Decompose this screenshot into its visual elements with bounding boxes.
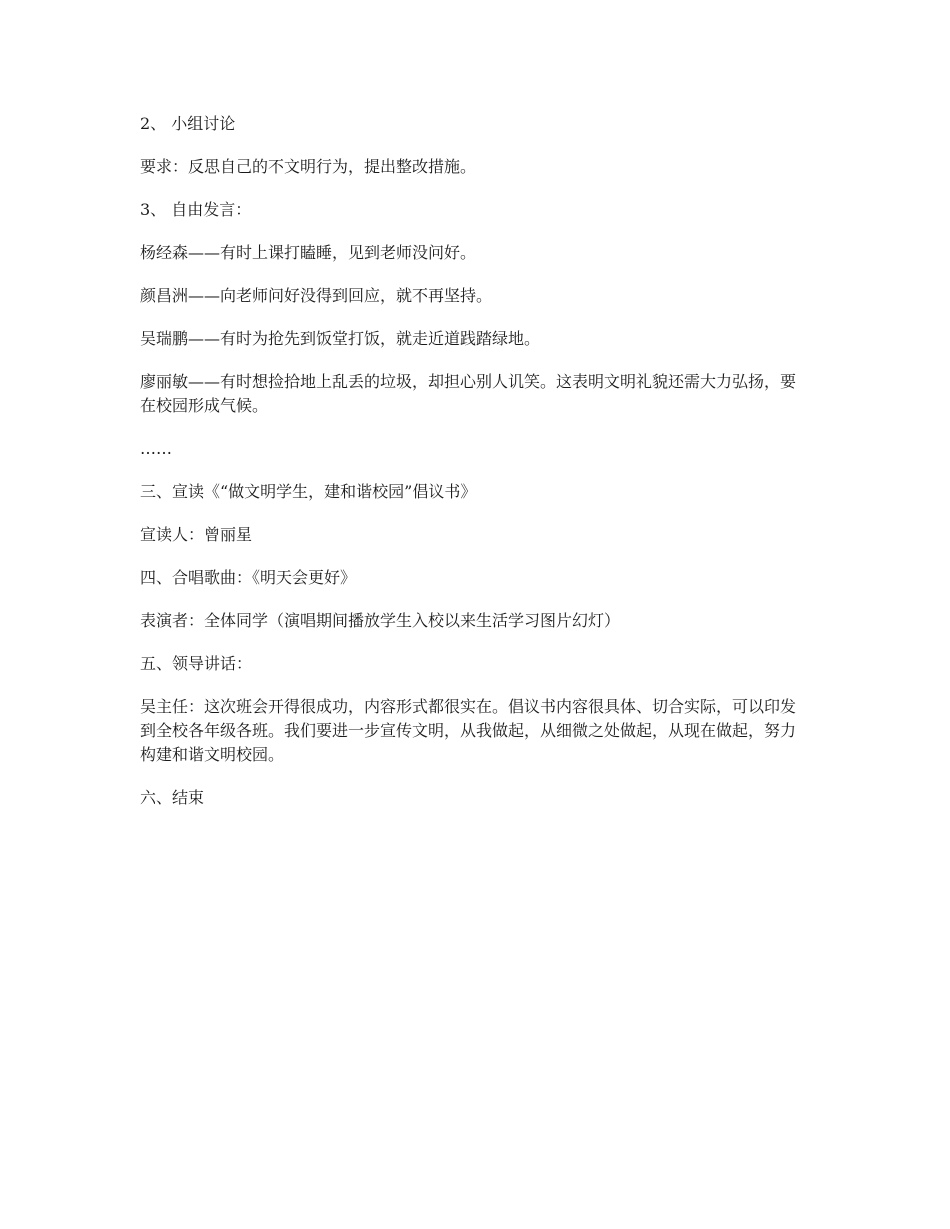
requirement-text: 要求：反思自己的不文明行为，提出整改措施。 [140, 157, 477, 176]
ellipsis: …… [140, 439, 172, 458]
speech-liao: 廖丽敏——有时想捡拾地上乱丢的垃圾，却担心别人讥笑。这表明文明礼貌还需大力弘扬，要在校园形成气候。 [140, 372, 797, 415]
section-heading-group-discussion: 2、 小组讨论 [140, 114, 236, 133]
document-page [140, 112, 810, 829]
section-heading-free-speech: 3、 自由发言： [140, 200, 252, 219]
section-heading-chorus: 四、合唱歌曲：《明天会更好》 [140, 568, 357, 587]
performer-text: 表演者：全体同学（演唱期间播放学生入校以来生活学习图片幻灯） [140, 611, 621, 630]
section-heading-proposal: 三、宣读《“做文明学生，建和谐校园”倡议书》 [140, 482, 477, 501]
reader-text: 宣读人：曾丽星 [140, 525, 253, 544]
section-heading-leader-speech: 五、领导讲话： [140, 654, 253, 673]
speech-wu: 吴瑞鹏——有时为抢先到饭堂打饭，就走近道践踏绿地。 [140, 329, 541, 348]
speech-yang: 杨经森——有时上课打瞌睡，见到老师没问好。 [140, 243, 477, 262]
section-heading-end: 六、结束 [140, 788, 205, 807]
speech-yan: 颜昌洲——向老师问好没得到回应，就不再坚持。 [140, 286, 493, 305]
leader-speech-text: 吴主任：这次班会开得很成功，内容形式都很实在。倡议书内容很具体、切合实际，可以印发到全校各年级各班。我们要进一步宣传文明，从我做起，从细微之处做起，从现在做起，努力构建和谐文明校园。 [140, 697, 797, 764]
